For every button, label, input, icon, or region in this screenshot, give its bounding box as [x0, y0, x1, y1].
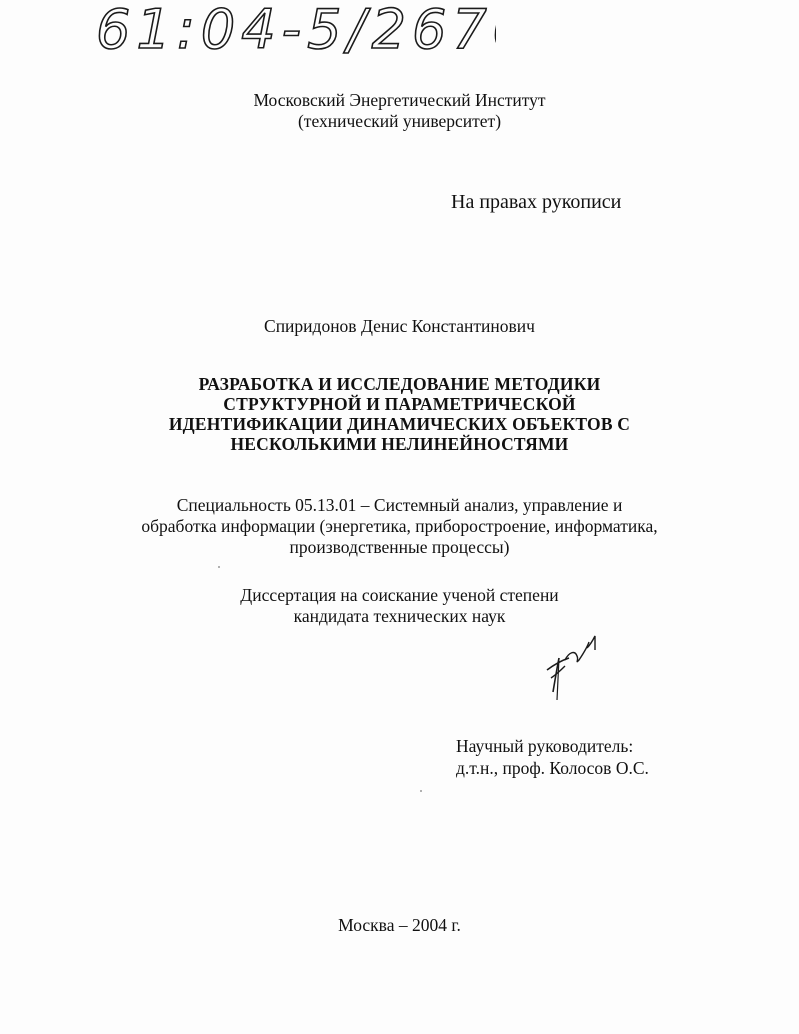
title-line: СТРУКТУРНОЙ И ПАРАМЕТРИЧЕСКОЙ — [223, 394, 576, 414]
institute-subtitle: (технический университет) — [297, 111, 502, 131]
degree-line: Диссертация на соискание ученой степени — [240, 585, 559, 605]
specialty-line: Специальность 05.13.01 – Системный анализ, управление и — [176, 495, 623, 515]
specialty-line: обработка информации (энергетика, приборостроение, информатика, — [141, 516, 658, 536]
specialty-line: производственные процессы) — [289, 537, 510, 557]
handwritten-code-drawing — [96, 0, 496, 70]
handwritten-signature — [535, 630, 615, 705]
institute-block — [0, 90, 799, 132]
paper-speck — [218, 566, 220, 568]
place-year: Москва – 2004 г. — [338, 915, 461, 935]
paper-speck — [420, 790, 422, 792]
handwritten-archive-code — [96, 0, 496, 70]
degree-line: кандидата технических наук — [293, 606, 506, 626]
dissertation-title — [0, 374, 799, 454]
title-line: ИДЕНТИФИКАЦИИ ДИНАМИЧЕСКИХ ОБЪЕКТОВ С — [168, 414, 631, 434]
title-line: РАЗРАБОТКА И ИССЛЕДОВАНИЕ МЕТОДИКИ — [198, 374, 601, 394]
degree-block — [0, 585, 799, 627]
author-name: Спиридонов Денис Константинович — [264, 316, 535, 336]
handwritten-code-text: 61:04-5/2670 — [96, 0, 496, 61]
supervisor-label: Научный руководитель: — [456, 736, 634, 756]
title-line: НЕСКОЛЬКИМИ НЕЛИНЕЙНОСТЯМИ — [230, 434, 569, 454]
institute-name: Московский Энергетический Институт — [253, 90, 546, 110]
rights-note: На правах рукописи — [451, 191, 622, 213]
specialty-block — [0, 495, 799, 558]
signature-drawing — [535, 630, 615, 705]
supervisor-name: д.т.н., проф. Колосов О.С. — [456, 758, 649, 778]
supervisor-block — [456, 735, 649, 779]
